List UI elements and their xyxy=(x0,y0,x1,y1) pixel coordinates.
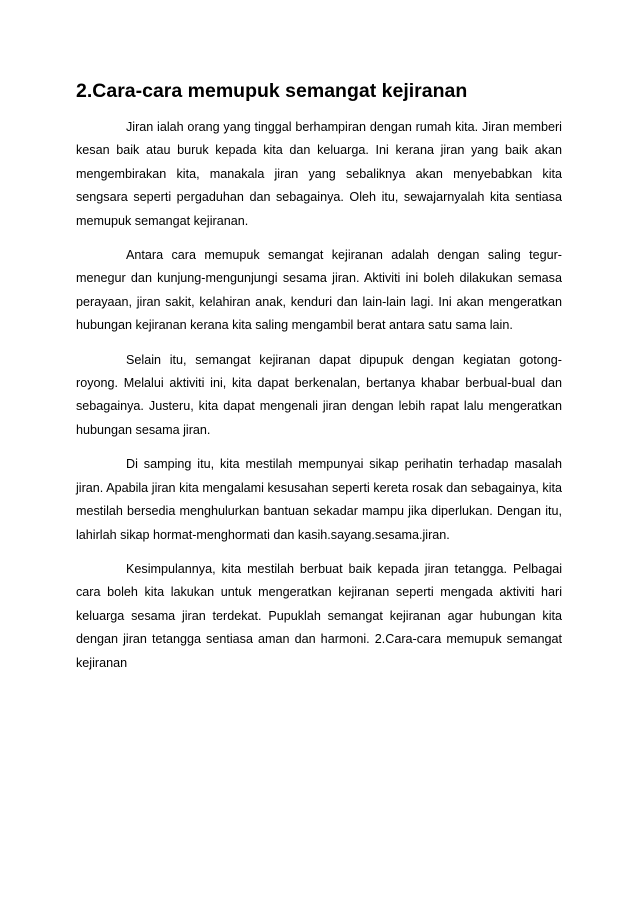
paragraph-1: Jiran ialah orang yang tinggal berhampiran dengan rumah kita. Jiran memberi kesan baik atau buruk kepada kita dan keluarga. Ini kerana jiran yang baik akan mengembirakan kita, manakala jiran yang sebaliknya akan menyebabkan kita sengsara seperti pergaduhan dan sebagainya. Oleh itu, sewajarnyalah kita sentiasa memupuk semangat kejiranan. xyxy=(76,120,562,228)
document-body xyxy=(76,116,562,686)
page-title: 2.Cara-cara memupuk semangat kejiranan xyxy=(76,80,468,102)
paragraph-4: Di samping itu, kita mestilah mempunyai sikap perihatin terhadap masalah jiran. Apabila jiran kita mengalami kesusahan seperti kereta rosak dan sebagainya, kita mestilah bersedia menghulurkan bantuan sekadar mampu jika diperlukan. Dengan itu, lahirlah sikap hormat-menghormati dan kasih.sayang.sesama.jiran. xyxy=(76,457,562,542)
paragraph-2: Antara cara memupuk semangat kejiranan adalah dengan saling tegur-menegur dan kunjung-mengunjungi sesama jiran. Aktiviti ini boleh dilakukan semasa perayaan, jiran sakit, kelahiran anak, kenduri dan lain-lain lagi. Ini akan mengeratkan hubungan kejiranan kerana kita saling mengambil berat antara satu sama lain. xyxy=(76,248,562,333)
paragraph-5: Kesimpulannya, kita mestilah berbuat baik kepada jiran tetangga. Pelbagai cara boleh kita lakukan untuk mengeratkan kejiranan seperti mengada aktiviti hari keluarga sesama jiran terdekat. Pupuklah semangat kejiranan agar hubungan kita dengan jiran tetangga sentiasa aman dan harmoni. 2.Cara-cara memupuk semangat kejiranan xyxy=(76,561,562,670)
paragraph-3: Selain itu, semangat kejiranan dapat dipupuk dengan kegiatan gotong-royong. Melalui aktiviti ini, kita dapat berkenalan, bertanya khabar berbual-bual dan sebagainya. Justeru, kita dapat mengenali jiran dengan lebih rapat lalu mengeratkan hubungan sesama jiran. xyxy=(76,352,562,437)
